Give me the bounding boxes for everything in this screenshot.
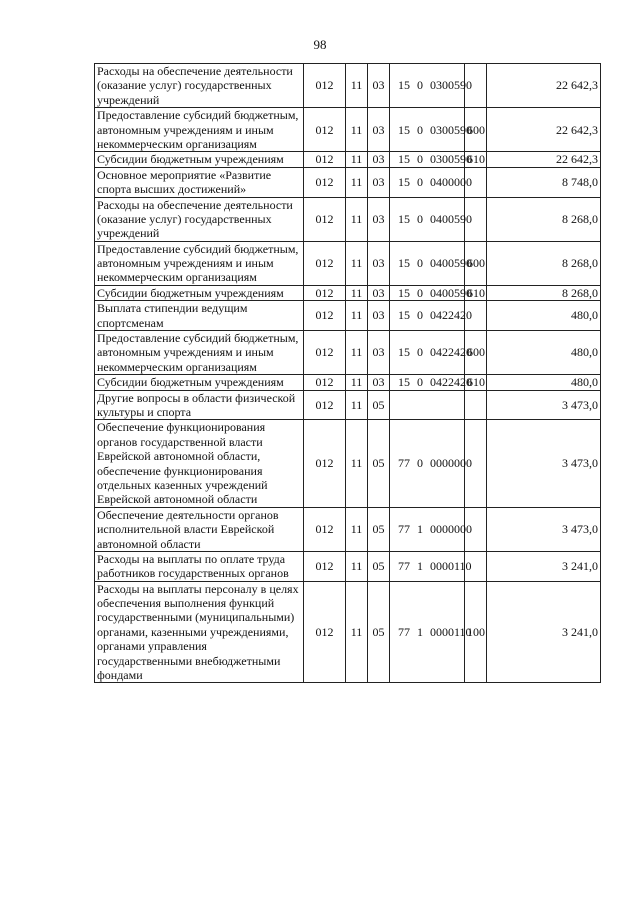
main-event-code: 00 <box>430 559 442 574</box>
ministry-code: 012 <box>304 420 346 507</box>
target-article-parts <box>392 345 472 360</box>
ministry-code: 012 <box>304 390 346 420</box>
subprogram-code: 0 <box>417 211 423 226</box>
target-article-prefix <box>398 123 442 137</box>
subprogram-code: 0 <box>417 78 423 93</box>
ministry-code: 012 <box>304 301 346 331</box>
row-name: Предоставление субсидий бюджетным, автономным учреждениям и иным некоммерческим организациям <box>95 241 304 285</box>
main-event-code: 04 <box>430 174 442 189</box>
table-row <box>95 64 601 108</box>
target-article-parts <box>392 398 462 412</box>
table-row <box>95 301 601 331</box>
budget-table <box>94 63 601 683</box>
section-code: 11 <box>346 507 368 551</box>
target-article-code <box>390 390 465 420</box>
subprogram-code: 0 <box>417 308 423 323</box>
section-code: 11 <box>346 241 368 285</box>
amount: 3 473,0 <box>487 420 601 507</box>
program-code: 15 <box>398 174 410 189</box>
target-article-prefix <box>398 375 442 389</box>
expense-type-code: 610 <box>465 152 487 167</box>
section-code: 11 <box>346 301 368 331</box>
subprogram-code: 1 <box>417 624 423 639</box>
subsection-code: 05 <box>368 390 390 420</box>
row-name: Расходы на обеспечение деятельности (оказание услуг) государственных учреждений <box>95 197 304 241</box>
row-name: Расходы на выплаты по оплате труда работников государственных органов <box>95 551 304 581</box>
table-row <box>95 152 601 167</box>
table-row <box>95 108 601 152</box>
row-name: Предоставление субсидий бюджетным, автономным учреждениям и иным некоммерческим организациям <box>95 331 304 375</box>
ministry-code: 012 <box>304 507 346 551</box>
amount: 3 241,0 <box>487 581 601 683</box>
section-code: 11 <box>346 581 368 683</box>
subsection-code: 03 <box>368 375 390 390</box>
target-article-code <box>390 64 472 108</box>
ministry-code: 012 <box>304 581 346 683</box>
ministry-code: 012 <box>304 167 346 197</box>
main-event-code: 03 <box>430 78 442 93</box>
main-event-code: 04 <box>430 256 442 271</box>
main-event-code: 04 <box>430 308 442 323</box>
target-article-parts <box>392 211 472 226</box>
section-code: 11 <box>346 108 368 152</box>
program-code: 77 <box>398 559 410 574</box>
ministry-code: 012 <box>304 285 346 300</box>
table-row <box>95 375 601 390</box>
target-article-parts <box>392 285 472 300</box>
direction-code: 22420 <box>442 345 472 360</box>
amount: 22 642,3 <box>487 64 601 108</box>
subprogram-code: 0 <box>417 375 423 390</box>
subprogram-code: 0 <box>417 456 423 471</box>
direction-code: 00000 <box>442 522 472 537</box>
program-code: 15 <box>398 256 410 271</box>
main-event-code: 04 <box>430 345 442 360</box>
target-article-prefix <box>398 286 442 300</box>
target-article-prefix <box>398 456 442 470</box>
target-article-code <box>390 581 472 683</box>
main-event-code: 00 <box>430 624 442 639</box>
row-name: Обеспечение функционирования органов государственной власти Еврейской автономной области, обеспечение функционирования отдельных казенных учреждений Еврейской автономной области <box>95 420 304 507</box>
direction-code: 00590 <box>442 285 472 300</box>
target-article-parts <box>392 122 472 137</box>
subsection-code: 05 <box>368 420 390 507</box>
program-code: 15 <box>398 285 410 300</box>
target-article-parts <box>392 522 472 537</box>
direction-code: 00000 <box>442 456 472 471</box>
ministry-code: 012 <box>304 64 346 108</box>
target-article-prefix <box>398 152 442 166</box>
table-row <box>95 167 601 197</box>
direction-code: 00590 <box>442 256 472 271</box>
target-article-prefix <box>398 256 442 270</box>
table-body <box>95 64 601 683</box>
direction-code: 00000 <box>442 174 472 189</box>
ministry-code: 012 <box>304 331 346 375</box>
target-article-code <box>390 507 472 551</box>
target-article-code <box>390 420 472 507</box>
subsection-code: 05 <box>368 581 390 683</box>
target-article-code <box>390 285 472 300</box>
subsection-code: 03 <box>368 285 390 300</box>
ministry-code: 012 <box>304 241 346 285</box>
target-article-prefix <box>398 212 442 226</box>
target-article-prefix <box>398 625 442 639</box>
subprogram-code: 0 <box>417 345 423 360</box>
row-name: Обеспечение деятельности органов исполнительной власти Еврейской автономной области <box>95 507 304 551</box>
program-code: 15 <box>398 375 410 390</box>
target-article-code <box>390 152 472 167</box>
target-article-code <box>390 331 472 375</box>
main-event-code: 04 <box>430 375 442 390</box>
ministry-code: 012 <box>304 197 346 241</box>
table-row <box>95 197 601 241</box>
amount: 3 241,0 <box>487 551 601 581</box>
expense-type-code: 100 <box>465 581 487 683</box>
target-article-parts <box>392 152 472 167</box>
page-number: 98 <box>313 37 327 52</box>
direction-code: 00590 <box>442 78 472 93</box>
subsection-code: 03 <box>368 331 390 375</box>
section-code: 11 <box>346 420 368 507</box>
direction-code: 00590 <box>442 211 472 226</box>
amount: 8 748,0 <box>487 167 601 197</box>
section-code: 11 <box>346 64 368 108</box>
subsection-code: 03 <box>368 301 390 331</box>
table-row <box>95 551 601 581</box>
direction-code: 22420 <box>442 308 472 323</box>
section-code: 11 <box>346 551 368 581</box>
subprogram-code: 1 <box>417 559 423 574</box>
table-row <box>95 241 601 285</box>
table-row <box>95 390 601 420</box>
expense-type-code: 610 <box>465 375 487 390</box>
section-code: 11 <box>346 285 368 300</box>
program-code: 15 <box>398 308 410 323</box>
section-code: 11 <box>346 390 368 420</box>
target-article-code <box>390 301 472 331</box>
amount: 3 473,0 <box>487 507 601 551</box>
subprogram-code: 0 <box>417 122 423 137</box>
ministry-code: 012 <box>304 375 346 390</box>
direction-code: 00110 <box>442 624 472 639</box>
target-article-code <box>390 167 472 197</box>
target-article-code <box>390 375 472 390</box>
target-article-prefix <box>398 308 442 322</box>
main-event-code: 00 <box>430 522 442 537</box>
subsection-code: 03 <box>368 64 390 108</box>
target-article-parts <box>392 624 472 639</box>
section-code: 11 <box>346 331 368 375</box>
subsection-code: 03 <box>368 167 390 197</box>
main-event-code: 00 <box>430 456 442 471</box>
expense-type-code: 600 <box>465 241 487 285</box>
table-row <box>95 420 601 507</box>
section-code: 11 <box>346 152 368 167</box>
program-code: 77 <box>398 624 410 639</box>
subprogram-code: 0 <box>417 174 423 189</box>
target-article-parts <box>392 308 472 323</box>
amount: 480,0 <box>487 331 601 375</box>
program-code: 15 <box>398 211 410 226</box>
table-row <box>95 581 601 683</box>
ministry-code: 012 <box>304 108 346 152</box>
expense-type-code: 610 <box>465 285 487 300</box>
amount: 480,0 <box>487 301 601 331</box>
section-code: 11 <box>346 375 368 390</box>
amount: 3 473,0 <box>487 390 601 420</box>
direction-code: 00590 <box>442 122 472 137</box>
direction-code: 22420 <box>442 375 472 390</box>
subsection-code: 05 <box>368 507 390 551</box>
section-code: 11 <box>346 167 368 197</box>
target-article-parts <box>392 375 472 390</box>
program-code: 15 <box>398 345 410 360</box>
amount: 8 268,0 <box>487 241 601 285</box>
program-code: 15 <box>398 122 410 137</box>
ministry-code: 012 <box>304 152 346 167</box>
subprogram-code: 0 <box>417 285 423 300</box>
program-code: 77 <box>398 456 410 471</box>
direction-code: 00110 <box>442 559 472 574</box>
table-row <box>95 331 601 375</box>
target-article-parts <box>392 78 472 93</box>
main-event-code: 04 <box>430 285 442 300</box>
target-article-prefix <box>398 398 412 412</box>
table-row <box>95 285 601 300</box>
amount: 22 642,3 <box>487 108 601 152</box>
expense-type-code: 600 <box>465 108 487 152</box>
target-article-prefix <box>398 522 442 536</box>
table-row <box>95 507 601 551</box>
row-name: Выплата стипендии ведущим спортсменам <box>95 301 304 331</box>
main-event-code: 03 <box>430 152 442 167</box>
target-article-code <box>390 197 472 241</box>
row-name: Субсидии бюджетным учреждениям <box>95 285 304 300</box>
subsection-code: 05 <box>368 551 390 581</box>
direction-code: 00590 <box>442 152 472 167</box>
amount: 22 642,3 <box>487 152 601 167</box>
target-article-code <box>390 108 472 152</box>
subprogram-code: 1 <box>417 522 423 537</box>
target-article-prefix <box>398 78 442 92</box>
subsection-code: 03 <box>368 241 390 285</box>
target-article-parts <box>392 174 472 189</box>
row-name: Расходы на выплаты персоналу в целях обеспечения выполнения функций государственными (муниципальными) органами, казенными учреждениями, органами управления государственными внебюджетными фондами <box>95 581 304 683</box>
target-article-parts <box>392 559 472 574</box>
row-name: Основное мероприятие «Развитие спорта высших достижений» <box>95 167 304 197</box>
target-article-code <box>390 241 472 285</box>
program-code: 15 <box>398 152 410 167</box>
main-event-code: 04 <box>430 211 442 226</box>
target-article-prefix <box>398 175 442 189</box>
row-name: Другие вопросы в области физической культуры и спорта <box>95 390 304 420</box>
expense-type-code <box>465 390 487 420</box>
ministry-code: 012 <box>304 551 346 581</box>
row-name: Расходы на обеспечение деятельности (оказание услуг) государственных учреждений <box>95 64 304 108</box>
subsection-code: 03 <box>368 152 390 167</box>
subprogram-code: 0 <box>417 152 423 167</box>
row-name: Субсидии бюджетным учреждениям <box>95 375 304 390</box>
row-name: Субсидии бюджетным учреждениям <box>95 152 304 167</box>
subsection-code: 03 <box>368 108 390 152</box>
subprogram-code: 0 <box>417 256 423 271</box>
program-code: 15 <box>398 78 410 93</box>
target-article-prefix <box>398 559 442 573</box>
target-article-code <box>390 551 472 581</box>
target-article-prefix <box>398 345 442 359</box>
amount: 480,0 <box>487 375 601 390</box>
amount: 8 268,0 <box>487 285 601 300</box>
row-name: Предоставление субсидий бюджетным, автономным учреждениям и иным некоммерческим организациям <box>95 108 304 152</box>
program-code: 77 <box>398 522 410 537</box>
main-event-code: 03 <box>430 122 442 137</box>
section-code: 11 <box>346 197 368 241</box>
expense-type-code: 600 <box>465 331 487 375</box>
target-article-parts <box>392 456 472 471</box>
amount: 8 268,0 <box>487 197 601 241</box>
subsection-code: 03 <box>368 197 390 241</box>
target-article-parts <box>392 256 472 271</box>
